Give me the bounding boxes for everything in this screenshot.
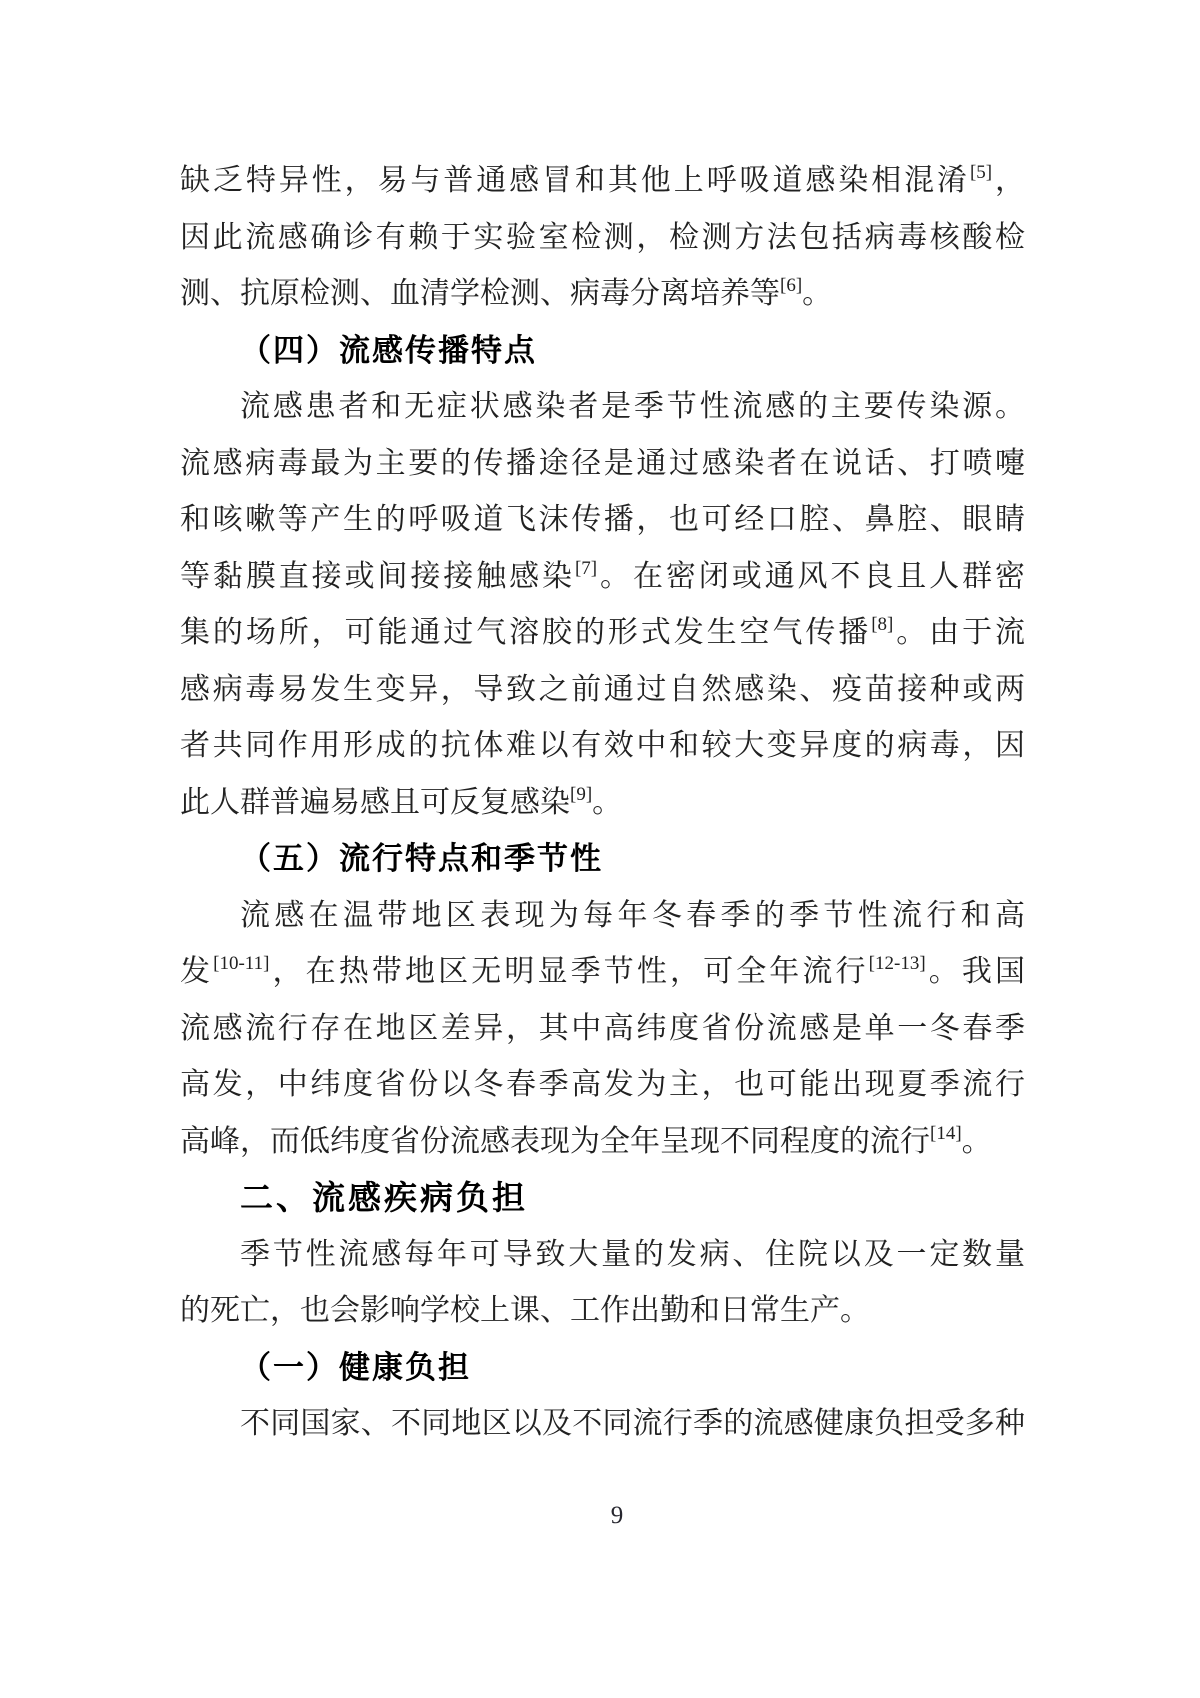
text-line: 者共同作用形成的抗体难以有效中和较大变异度的病毒，因 (180, 729, 1025, 762)
reference-superscript: [14] (930, 1122, 962, 1144)
document-body (180, 153, 1025, 1453)
text-line: 缺乏特异性，易与普通感冒和其他上呼吸道感染相混淆[5]， (180, 162, 1025, 197)
text-line: 等黏膜直接或间接接触感染[7]。在密闭或通风不良且人群密 (180, 557, 1025, 593)
text-line: 和咳嗽等产生的呼吸道飞沫传播，也可经口腔、鼻腔、眼睛 (180, 503, 1025, 536)
reference-superscript: [8] (871, 614, 894, 635)
reference-superscript: [10-11] (213, 953, 270, 974)
reference-superscript: [9] (570, 783, 593, 805)
reference-superscript: [12-13] (868, 953, 926, 974)
text-line: 测、抗原检测、血清学检测、病毒分离培养等[6]。 (180, 275, 833, 310)
section-heading: （五）流行特点和季节性 (240, 841, 603, 876)
text-line: 集的场所，可能通过气溶胶的形式发生空气传播[8]。由于流 (180, 614, 1025, 649)
reference-superscript: [5] (969, 162, 993, 183)
section-heading: （一）健康负担 (240, 1349, 471, 1385)
text-line: 流感病毒最为主要的传播途径是通过感染者在说话、打喷嚏 (180, 446, 1025, 480)
text-line: 此人群普遍易感且可反复感染[9]。 (180, 783, 623, 819)
text-line: 因此流感确诊有赖于实验室检测，检测方法包括病毒核酸检 (180, 220, 1025, 254)
text-line: 发[10-11]，在热带地区无明显季节性，可全年流行[12-13]。我国 (180, 953, 1025, 988)
text-line: 高发，中纬度省份以冬春季高发为主，也可能出现夏季流行 (180, 1068, 1025, 1101)
text-line: 流感在温带地区表现为每年冬春季的季节性流行和高 (240, 898, 1025, 932)
reference-superscript: [6] (780, 275, 803, 296)
reference-superscript: [7] (574, 557, 598, 579)
text-line: 流感流行存在地区差异，其中高纬度省份流感是单一冬春季 (180, 1011, 1025, 1045)
page-number: 9 (610, 1502, 624, 1529)
text-line: 的死亡，也会影响学校上课、工作出勤和日常生产。 (180, 1294, 870, 1327)
text-line: 高峰，而低纬度省份流感表现为全年呈现不同程度的流行[14]。 (180, 1122, 992, 1158)
section-heading: 二、流感疾病负担 (240, 1179, 528, 1216)
text-line: 不同国家、不同地区以及不同流行季的流感健康负担受多种 (240, 1407, 1025, 1440)
section-heading: （四）流感传播特点 (240, 332, 537, 368)
text-line: 流感患者和无症状感染者是季节性流感的主要传染源。 (240, 390, 1025, 423)
text-line: 感病毒易发生变异，导致之前通过自然感染、疫苗接种或两 (180, 672, 1025, 706)
text-line: 季节性流感每年可导致大量的发病、住院以及一定数量 (240, 1237, 1025, 1271)
